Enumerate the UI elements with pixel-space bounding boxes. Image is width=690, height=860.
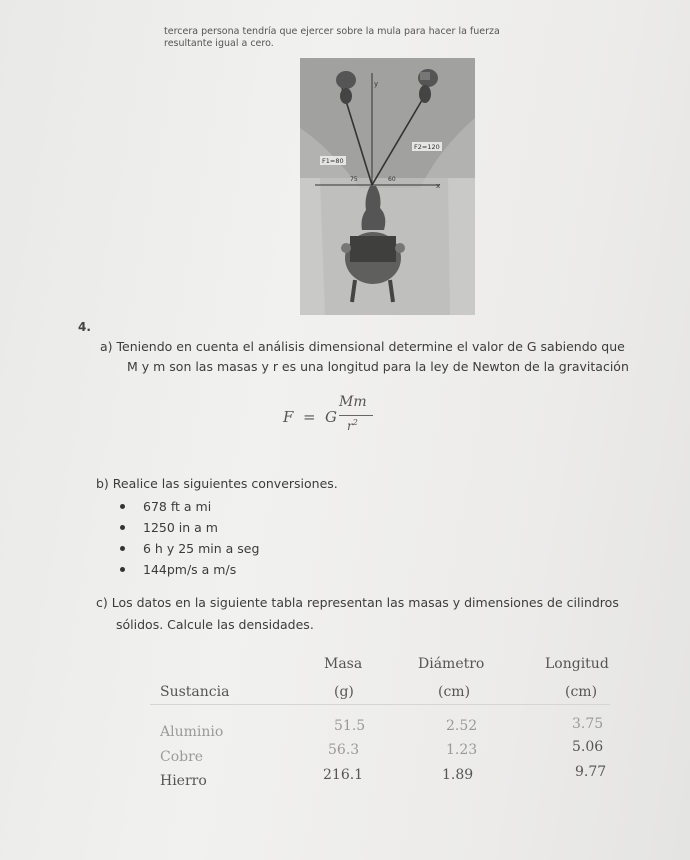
cell-masa-hierro: 216.1 bbox=[323, 767, 364, 783]
label-angle-left: 75 bbox=[350, 176, 358, 183]
bullet-icon bbox=[120, 546, 125, 551]
cell-sustancia-aluminio: Aluminio bbox=[160, 724, 224, 740]
formula-den-exponent: 2 bbox=[352, 418, 358, 427]
conversion-item bbox=[120, 499, 211, 514]
label-f1: F1=80 bbox=[322, 157, 344, 165]
formula-constant: G bbox=[325, 408, 337, 426]
intro-line-2: resultante igual a cero. bbox=[164, 38, 274, 49]
header-masa: Masa bbox=[324, 656, 363, 672]
cell-longitud-hierro: 9.77 bbox=[575, 764, 607, 780]
conversion-item bbox=[120, 562, 236, 577]
header-diametro-unit: (cm) bbox=[438, 684, 471, 700]
conversion-text: 144pm/s a m/s bbox=[143, 562, 237, 577]
intro-line-1: tercera persona tendría que ejercer sobre la mula para hacer la fuerza bbox=[164, 26, 500, 37]
intro-text bbox=[164, 26, 584, 50]
part-a-line-1: a) Teniendo en cuenta el análisis dimensional determine el valor de G sabiendo que bbox=[100, 339, 625, 354]
label-y: y bbox=[374, 80, 379, 88]
conversion-item bbox=[120, 520, 218, 535]
formula-numerator: Mm bbox=[339, 394, 367, 410]
conversion-text: 6 h y 25 min a seg bbox=[143, 541, 260, 556]
label-x: x bbox=[436, 182, 441, 190]
cell-diametro-aluminio: 2.52 bbox=[446, 718, 478, 734]
cell-diametro-cobre: 1.23 bbox=[446, 742, 478, 758]
formula-force: F bbox=[283, 408, 294, 426]
cell-longitud-cobre: 5.06 bbox=[572, 739, 604, 755]
header-sustancia: Sustancia bbox=[160, 684, 230, 700]
cell-longitud-aluminio: 3.75 bbox=[572, 716, 604, 732]
conversion-text: 678 ft a mi bbox=[143, 499, 212, 514]
cell-sustancia-hierro: Hierro bbox=[160, 773, 207, 789]
bullet-icon bbox=[120, 504, 125, 509]
part-b-title: b) Realice las siguientes conversiones. bbox=[96, 476, 338, 491]
cell-masa-cobre: 56.3 bbox=[328, 742, 360, 758]
formula-denominator bbox=[347, 418, 358, 433]
part-c-line-1: c) Los datos en la siguiente tabla representan las masas y dimensiones de cilindros bbox=[96, 595, 619, 610]
header-longitud: Longitud bbox=[545, 656, 609, 672]
formula-fraction-bar bbox=[339, 415, 373, 416]
formula-den-base: r bbox=[347, 419, 353, 433]
cell-masa-aluminio: 51.5 bbox=[334, 718, 366, 734]
part-a-line-2: M y m son las masas y r es una longitud para la ley de Newton de la gravitación bbox=[127, 359, 629, 374]
mule-forces-figure bbox=[300, 58, 475, 315]
bullet-icon bbox=[120, 525, 125, 530]
bullet-icon bbox=[120, 567, 125, 572]
header-diametro: Diámetro bbox=[418, 656, 485, 672]
part-c-line-2: sólidos. Calcule las densidades. bbox=[116, 617, 314, 632]
question-number: 4. bbox=[78, 320, 91, 334]
formula-equals: = bbox=[303, 408, 316, 426]
cell-sustancia-cobre: Cobre bbox=[160, 749, 204, 765]
label-f2: F2=120 bbox=[414, 143, 440, 151]
cell-diametro-hierro: 1.89 bbox=[442, 767, 474, 783]
header-masa-unit: (g) bbox=[334, 684, 354, 700]
header-longitud-unit: (cm) bbox=[565, 684, 598, 700]
table-divider bbox=[150, 704, 610, 705]
conversion-text: 1250 in a m bbox=[143, 520, 218, 535]
label-angle-right: 60 bbox=[388, 176, 396, 183]
conversion-item bbox=[120, 541, 259, 556]
